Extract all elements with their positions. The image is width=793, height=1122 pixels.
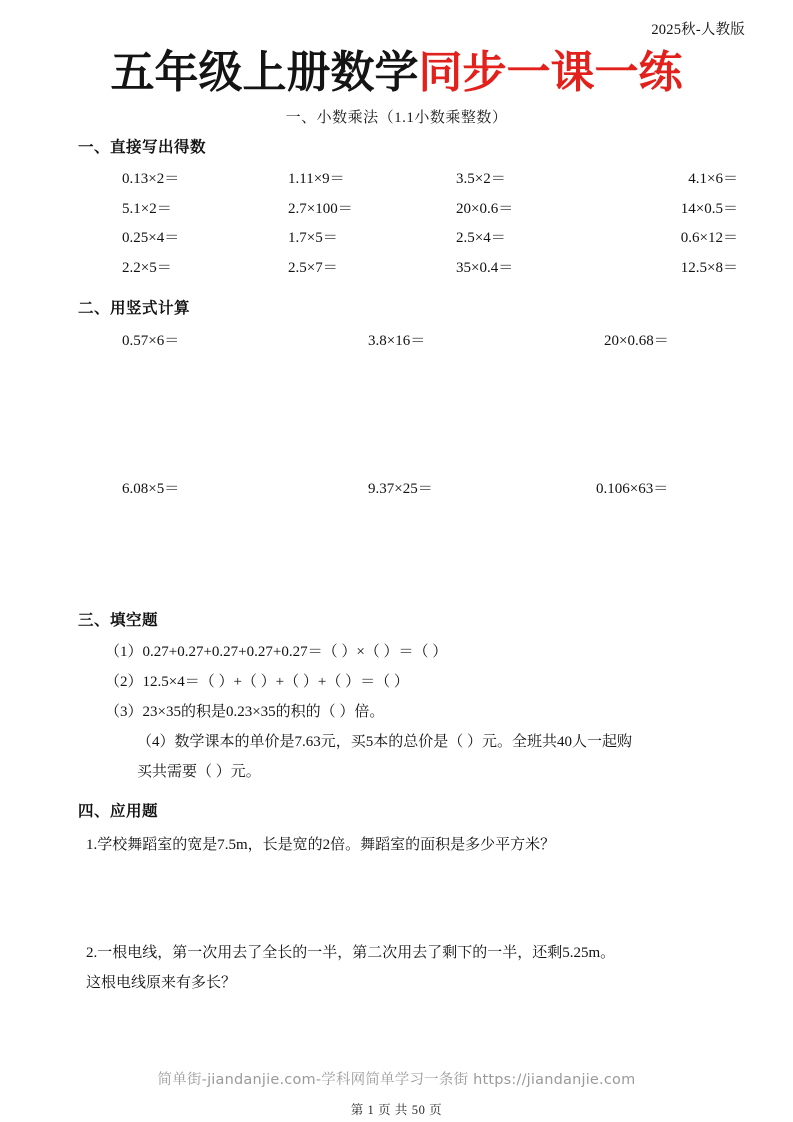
vertical-calculation-block bbox=[0, 328, 793, 502]
vertical-row bbox=[78, 476, 750, 502]
oral-calculation-grid bbox=[78, 165, 750, 283]
section-heading-vertical: 二、用竖式计算 bbox=[78, 299, 191, 317]
oral-item: 0.13×2＝ bbox=[122, 171, 180, 187]
vertical-item: 0.57×6＝ bbox=[122, 333, 180, 349]
section-heading-fill-blank: 三、填空题 bbox=[78, 611, 159, 629]
page-title-black: 五年级上册数学 bbox=[110, 47, 419, 98]
fill-blank-line: （4）数学课本的单价是7.63元，买5本的总价是（ ）元。全班共40人一起购 bbox=[137, 734, 633, 750]
oral-item: 5.1×2＝ bbox=[122, 200, 172, 217]
worksheet-content bbox=[0, 136, 793, 998]
fill-blank-line: 买共需要（ ）元。 bbox=[137, 764, 261, 780]
page-title-red: 同步一课一练 bbox=[418, 47, 683, 98]
word-problem-line: 2.一根电线，第一次用去了全长的一半，第二次用去了剩下的一半，还剩5.25m。 bbox=[86, 945, 616, 961]
vertical-item: 6.08×5＝ bbox=[122, 481, 180, 497]
oral-item: 1.7×5＝ bbox=[288, 230, 338, 246]
oral-item: 2.2×5＝ bbox=[122, 259, 172, 276]
vertical-item: 20×0.68＝ bbox=[604, 333, 669, 349]
section-heading-oral: 一、直接写出得数 bbox=[78, 138, 207, 156]
page-number: 第 1 页 共 50 页 bbox=[350, 1103, 443, 1117]
section-heading-word-problems: 四、应用题 bbox=[78, 802, 159, 820]
lesson-subtitle: 一、小数乘法（1.1小数乘整数） bbox=[285, 110, 508, 126]
fill-blank-item bbox=[105, 727, 717, 787]
word-problem-line: 1.学校舞蹈室的宽是7.5m，长是宽的2倍。舞蹈室的面积是多少平方米？ bbox=[86, 837, 556, 853]
word-problem-list bbox=[0, 830, 793, 998]
oral-item: 2.5×7＝ bbox=[288, 259, 338, 276]
word-problem-item bbox=[86, 938, 726, 998]
fill-blank-item: （3）23×35的积是0.23×35的积的（ ）倍。 bbox=[105, 704, 385, 720]
watermark-text: 简单街-jiandanjie.com-学科网简单学习一条街 https://jiandanjie.com bbox=[157, 1072, 636, 1088]
vertical-item: 3.8×16＝ bbox=[368, 333, 426, 349]
oral-item: 0.25×4＝ bbox=[122, 230, 180, 246]
oral-item: 3.5×2＝ bbox=[456, 171, 506, 187]
fill-blank-list bbox=[0, 637, 793, 787]
oral-item: 0.6×12＝ bbox=[680, 230, 738, 246]
oral-item: 35×0.4＝ bbox=[456, 259, 514, 276]
fill-blank-item: （1）0.27+0.27+0.27+0.27+0.27＝（ ）×（ ）＝（ ） bbox=[105, 644, 448, 660]
vertical-item: 0.106×63＝ bbox=[596, 481, 669, 497]
oral-item: 20×0.6＝ bbox=[456, 200, 514, 217]
vertical-item: 9.37×25＝ bbox=[368, 481, 433, 497]
oral-item: 12.5×8＝ bbox=[680, 259, 738, 276]
fill-blank-item: （2）12.5×4＝（ ）+（ ）+（ ）+（ ）＝（ ） bbox=[105, 674, 409, 690]
oral-item: 2.5×4＝ bbox=[456, 230, 506, 246]
oral-item: 1.11×9＝ bbox=[288, 171, 345, 187]
word-problem-line: 这根电线原来有多长？ bbox=[86, 975, 237, 991]
oral-item: 4.1×6＝ bbox=[688, 171, 738, 187]
page-title bbox=[0, 48, 793, 98]
answer-space bbox=[0, 860, 793, 938]
vertical-row bbox=[78, 328, 750, 354]
word-problem-item bbox=[86, 830, 726, 860]
oral-item: 2.7×100＝ bbox=[288, 200, 353, 217]
edition-label: 2025秋-人教版 bbox=[651, 22, 745, 38]
oral-item: 14×0.5＝ bbox=[680, 200, 738, 217]
